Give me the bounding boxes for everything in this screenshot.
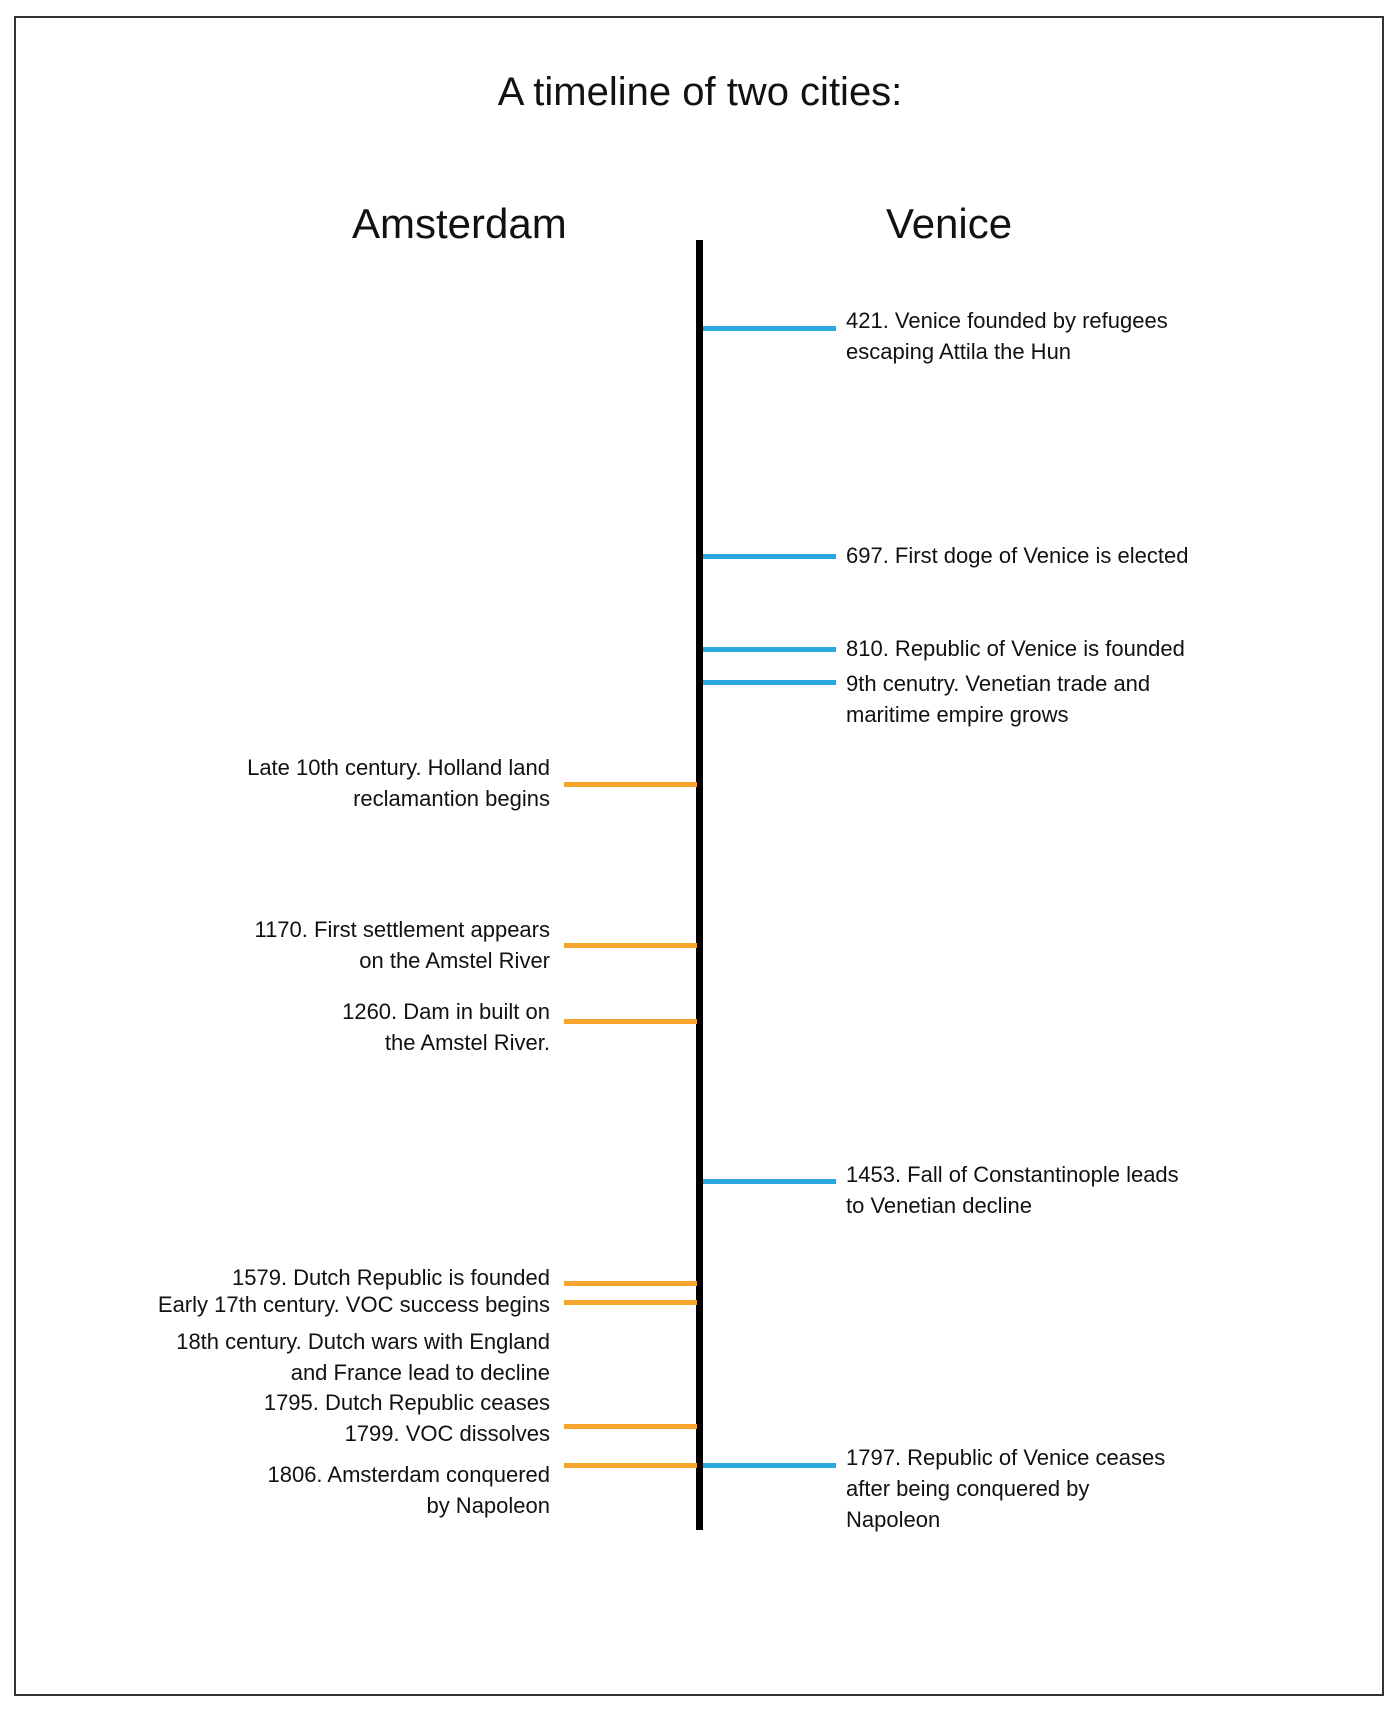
amsterdam-event-label: 1806. Amsterdam conquered by Napoleon [267,1462,550,1518]
venice-tick [703,1463,836,1468]
venice-tick [703,554,836,559]
amsterdam-event-label: 1260. Dam in built on the Amstel River. [342,999,550,1055]
venice-event-label: 1453. Fall of Constantinople leads to Venetian decline [846,1162,1179,1218]
venice-event-label: 810. Republic of Venice is founded [846,636,1185,661]
amsterdam-event-label: Early 17th century. VOC success begins [157,1292,550,1317]
amsterdam-tick [564,943,697,948]
venice-heading: Venice [886,200,1013,247]
amsterdam-event-label: 1795. Dutch Republic ceases [263,1390,550,1415]
venice-event-label: 697. First doge of Venice is elected [846,543,1189,568]
amsterdam-event-label: Late 10th century. Holland land reclamantion begins [247,755,550,811]
amsterdam-tick [564,782,697,787]
venice-event-label: 9th cenutry. Venetian trade and maritime empire grows [846,671,1151,727]
venice-event-label: 421. Venice founded by refugees escaping Attila the Hun [846,308,1168,364]
page-title: A timeline of two cities: [497,70,903,114]
timeline-axis [696,240,703,1530]
venice-tick [703,647,836,652]
amsterdam-event-label: 1799. VOC dissolves [344,1421,550,1446]
venice-tick [703,680,836,685]
venice-tick [703,1179,836,1184]
amsterdam-tick [564,1300,697,1305]
venice-tick [703,326,836,331]
amsterdam-event-label: 1579. Dutch Republic is founded [232,1265,550,1290]
amsterdam-tick [564,1424,697,1429]
amsterdam-tick [564,1463,697,1468]
amsterdam-event-label: 18th century. Dutch wars with England and France lead to decline [176,1329,550,1385]
amsterdam-event-label: 1170. First settlement appears on the Amstel River [254,917,550,973]
amsterdam-tick [564,1019,697,1024]
amsterdam-heading: Amsterdam [352,200,567,247]
venice-event-label: 1797. Republic of Venice ceases after being conquered by Napoleon [846,1445,1166,1532]
amsterdam-tick [564,1281,697,1286]
